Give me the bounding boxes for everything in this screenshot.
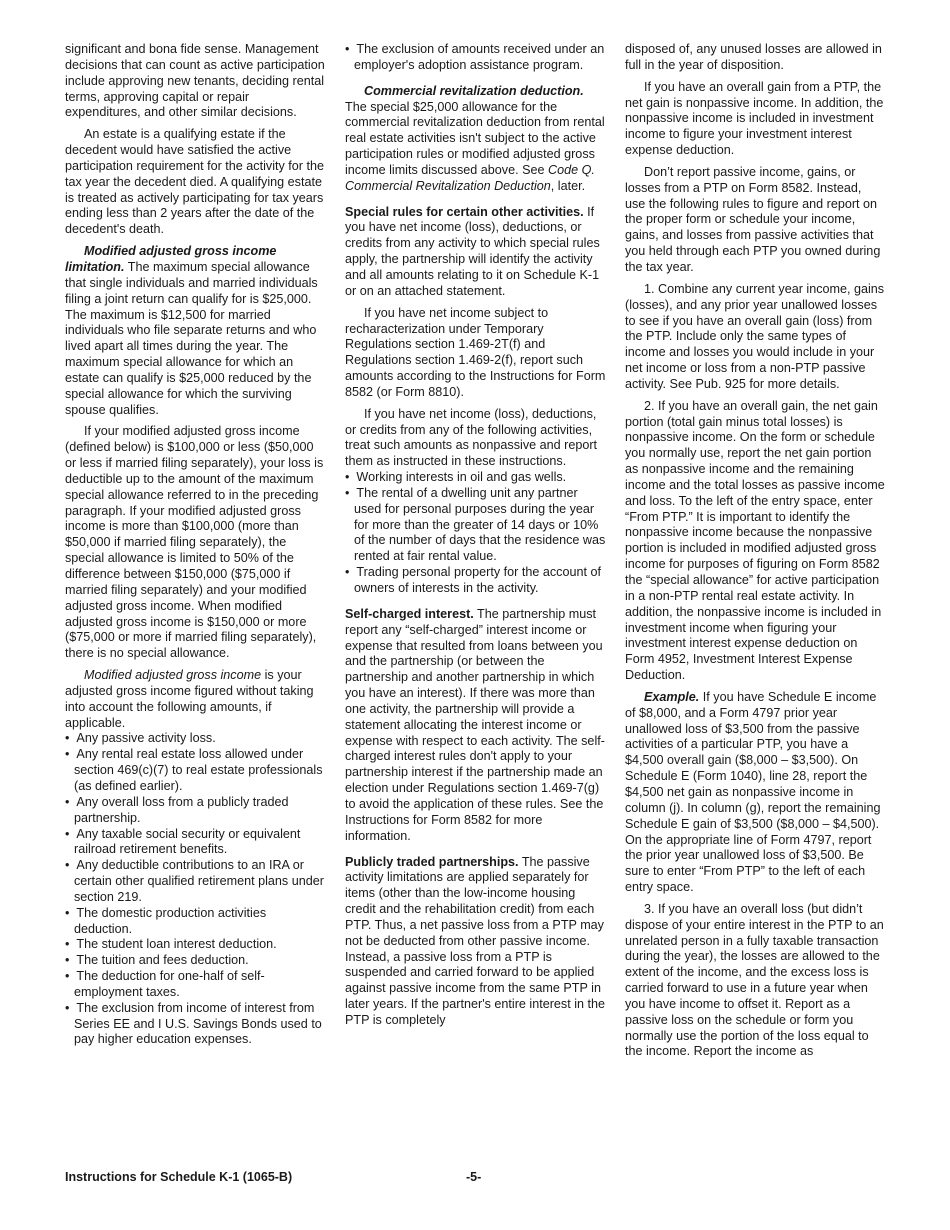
paragraph (625, 690, 885, 896)
footer-document-title: Instructions for Schedule K-1 (1065-B) (65, 1170, 293, 1184)
paragraph-text: If you have net income (loss), deductions, or credits from any activity to which special rules apply, the partnership will identify the activity and all amounts relating to it on Schedule K-1 or on an attached statement. (345, 204, 600, 298)
paragraph-text: The partnership must report any “self-charged” interest income or expense that resulted from loans between you and the partnership (or between the partnership and another partnership in which you have an interest). If there was more than one activity, the partnership will provide a statement allocating the interest income or expense with respect to each activity. The self-charged interest rules don't apply to your partnership interest if the partnership made an election under Regulations section 1.469-7(g) to avoid the application of these rules. See the Instructions for Form 8582 for more information. (345, 606, 605, 843)
paragraph: If your modified adjusted gross income (defined below) is $100,000 or less ($50,000 or less if married filing separately), your loss is deductible up to the amount of the maximum special allowance referred to in the preceding paragraph. If your modified adjusted gross income is more than $100,000 (more than $50,000 if married filing separately), the special allowance is limited to 50% of the difference between $150,000 ($75,000 if married filing separately) and your modified adjusted gross income. When modified adjusted gross income is $150,000 or more ($75,000 or more if married filing separately), there is no special allowance. (65, 424, 324, 661)
paragraph-text: The special $25,000 allowance for the commercial revitalization deduction from rental real estate activities isn't subject to the active participation rules or modified adjusted gross income limits discussed above. See (345, 99, 605, 177)
section-heading: Commercial revitalization deduction. (364, 83, 584, 98)
numbered-item: 3. If you have an overall loss (but didn’t dispose of your entire interest in the PTP to an unrelated person in a fully taxable transaction during the year), the losses are allowed to the extent of the income, and the excess loss is carried forward to use in a future year when you have income to offset it. Report as a passive loss on the schedule or form you normally use the portion of the loss equal to the income. Report the income as (625, 901, 884, 1059)
term: Modified adjusted gross income (84, 668, 262, 683)
section-heading: Publicly traded partnerships. (345, 854, 519, 869)
list-item: • Any rental real estate loss allowed under section 469(c)(7) to real estate professionals (as defined earlier). (65, 747, 327, 795)
paragraph-text: , later. (550, 178, 586, 193)
list-item: • The deduction for one-half of self-employment taxes. (65, 969, 327, 1001)
list-item: • Trading personal property for the account of owners of interests in the activity. (345, 565, 607, 597)
paragraph (345, 855, 607, 1029)
list-item: • The student loan interest deduction. (65, 937, 327, 953)
paragraph (65, 244, 327, 418)
column-2 (345, 42, 607, 1035)
list-item: • Any deductible contributions to an IRA or certain other qualified retirement plans under section 219. (65, 858, 327, 906)
list-item: • The tuition and fees deduction. (65, 953, 327, 969)
paragraph: If you have net income (loss), deductions, or credits from any of the following activities, treat such amounts as nonpassive and report them as instructed in these instructions. (345, 406, 598, 469)
list-item: • Any overall loss from a publicly traded partnership. (65, 795, 327, 827)
paragraph: Don’t report passive income, gains, or losses from a PTP on Form 8582. Instead, use the following rules to figure and report on the proper form or schedule your income, gains, and losses from passive activities that you held through each PTP you owned during the tax year. (625, 164, 881, 274)
column-1 (65, 42, 327, 1048)
cross-reference: Code Q. Commercial Revitalization Deduction (345, 162, 595, 193)
numbered-item: 1. Combine any current year income, gains (losses), and any prior year unallowed losses to see if you have an overall gain (loss) from the PTP. Include only the same types of income and losses you would include in your net income or loss from a non-PTP passive activity. See Pub. 925 for more details. (625, 281, 885, 391)
paragraph: An estate is a qualifying estate if the decedent would have satisfied the active participation requirement for the activity for the tax year the decedent died. A qualifying estate is treated as actively participating for tax years ending less than 2 years after the date of the decedent's death. (65, 127, 324, 237)
footer-page-number: -5- (466, 1170, 482, 1184)
example-label: Example. (644, 689, 700, 704)
paragraph-text: is your adjusted gross income figured without taking into account the following amounts, if applicable. (65, 668, 314, 730)
column-3 (625, 42, 885, 1066)
list-item: • The rental of a dwelling unit any partner used for personal purposes during the year for more than the greater of 14 days or 10% of the number of days that the residence was rented at fair rental value. (345, 486, 607, 565)
paragraph: significant and bona fide sense. Management decisions that can count as active participation include approving new tenants, deciding rental terms, approving capital or repair expenditures, and other similar decisions. (65, 42, 325, 120)
list-item: • The exclusion from income of interest from Series EE and I U.S. Savings Bonds used to pay higher education expenses. (65, 1001, 327, 1049)
section-heading: Modified adjusted gross income limitation. (65, 244, 277, 274)
paragraph: If you have net income subject to recharacterization under Temporary Regulations section 1.469-2T(f) and Regulations section 1.469-2(f), report such amounts according to the Instructions for Form 8582 (or Form 8810). (345, 305, 606, 399)
section-heading: Special rules for certain other activities. (345, 204, 584, 219)
list-item: • The domestic production activities deduction. (65, 906, 327, 938)
paragraph (65, 668, 327, 731)
list-item: • The exclusion of amounts received under an employer's adoption assistance program. (345, 42, 607, 74)
paragraph-text: The maximum special allowance that single individuals and married individuals filing a joint return can qualify for is $25,000. The maximum is $12,500 for married individuals who file separate returns and who lived apart all times during the year. The maximum special allowance for which an estate can qualify is $25,000 reduced by the special allowance for which the surviving spouse qualifies. (65, 259, 318, 417)
numbered-item: 2. If you have an overall gain, the net gain portion (total gain minus total losses) is nonpassive income. On the form or schedule you normally use, report the net gain portion as nonpassive income and the remaining income and the total losses as passive income and loss. To the left of the entry space, enter “From PTP.” It is important to identify the nonpassive income because the nonpassive portion is included in modified adjusted gross income for purposes of figuring on Form 8582 the “special allowance” for active participation in a non-PTP rental real estate activity. In addition, the nonpassive income is included in investment income when figuring your investment interest expense deduction on Form 4952, Investment Interest Expense Deduction. (625, 398, 885, 683)
paragraph-text: If you have Schedule E income of $8,000, and a Form 4797 prior year unallowed loss of $3,500 from the passive activities of a particular PTP, you have a $4,500 overall gain ($8,000 – $3,500). On Schedule E (Form 1040), line 28, report the $4,500 net gain as nonpassive income in column (j). In column (g), report the remaining Schedule E gain of $3,500 ($8,000 – $4,500). On the appropriate line of Form 4797, report the prior year unallowed loss of $3,500. Be sure to enter “From PTP” to the left of each entry space. (625, 689, 881, 895)
paragraph (345, 84, 607, 195)
paragraph: If you have an overall gain from a PTP, the net gain is nonpassive income. In addition, the nonpassive income is included in investment income to figure your investment interest expense deduction. (625, 79, 884, 158)
section-heading: Self-charged interest. (345, 606, 474, 621)
list-item: • Working interests in oil and gas wells. (345, 470, 607, 486)
paragraph-text: The passive activity limitations are applied separately for items (other than the low-income housing credit and the rehabilitation credit) from each PTP. Thus, a net passive loss from a PTP may not be deducted from other passive income. Instead, a passive loss from a PTP is suspended and carried forward to be applied against passive income from the same PTP in later years. If the partner's entire interest in the PTP is completely (345, 854, 606, 1027)
list-item: • Any passive activity loss. (65, 731, 327, 747)
list-item: • Any taxable social security or equivalent railroad retirement benefits. (65, 827, 327, 859)
paragraph (345, 607, 607, 845)
paragraph: disposed of, any unused losses are allowed in full in the year of disposition. (625, 42, 882, 72)
paragraph (345, 205, 607, 300)
